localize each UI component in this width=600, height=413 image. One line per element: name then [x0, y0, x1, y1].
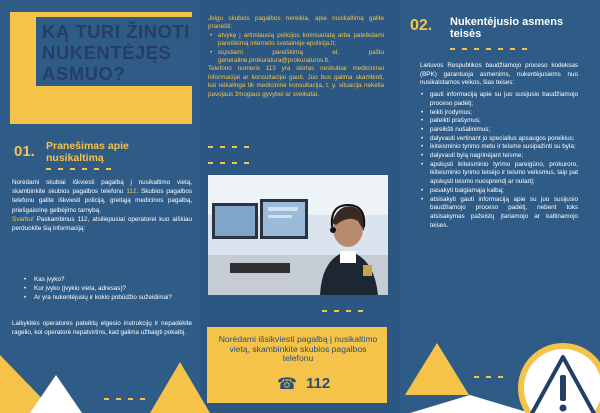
- list-item: • atvykę į artimiausią policijos komisariatą arba pateikdami pareiškimą interneto svetainėje epolicija.lt;: [208, 32, 384, 49]
- decorative-triangle: [30, 375, 82, 413]
- list-item: • Kur įvyko (įvykio vieta, adresas)?: [22, 284, 192, 293]
- decorative-triangle: [150, 362, 210, 413]
- reporting-options: [208, 32, 384, 66]
- medical-info: Telefono numeris 113 yra skirtas neskubiai medicininei informacijai ar konsultacijai gauti. Juo bus galima skambinti, kai reikalinga tik medicininė konsultacija, t. y. situacija nekelia pavojaus žmogaus gyvybei ar sveikatai.: [208, 65, 384, 98]
- operator-instruction: Paskambinus 112, atsiliepusiai operatorei kuo aiškiau perduokite šią informaciją:: [12, 215, 192, 233]
- phone-icon: ☎: [277, 376, 297, 393]
- list-item: • dalyvauti bylą nagrinėjant teisme;: [420, 152, 578, 161]
- rights-section: [420, 62, 578, 230]
- list-item: • pareikšti nušalinimus;: [420, 126, 578, 135]
- page-title: KĄ TURI ŽINOTI NUKENTĖJĘS ASMUO?: [36, 17, 196, 86]
- section-title-1: Pranešimas apie nusikaltimą: [46, 140, 129, 164]
- exclamation-warning-icon: [524, 349, 600, 413]
- decorative-dashes: [208, 146, 249, 148]
- list-item: • teikti įrodymus;: [420, 109, 578, 118]
- operator-photo: [208, 175, 388, 295]
- list-item: • dalyvauti vertinant jo specialius apsaugos poreikius;: [420, 135, 578, 144]
- important-label: Svarbu!: [12, 215, 34, 223]
- decorative-triangle: [410, 395, 530, 413]
- decorative-dashes: [46, 168, 111, 170]
- reporting-info: [208, 15, 384, 99]
- warning-circle: [518, 343, 600, 413]
- emergency-text-b: . Skubios pagalbos telefonu galite iškviesti policiją, greitąją medicinos pagalbą, priešgaisrinę gelbėjimo tarnybą.: [12, 188, 192, 214]
- emergency-text-a: Norėdami skubiai iškviesti pagalbą į nusikaltimo vietą, skambinkite skubios pagalbos telefonu: [12, 179, 192, 196]
- section-number-1: 01.: [14, 143, 35, 160]
- list-item: • pateikti prašymus;: [420, 117, 578, 126]
- section-title-2: Nukentėjusio asmens teisės: [450, 16, 564, 40]
- list-item: • Kas įvyko?: [22, 275, 192, 284]
- emergency-number: 112: [126, 188, 137, 196]
- closing-paragraph: Laikykitės operatorės pateiktų elgesio instrukcijų ir nepadėkite ragelio, kol operatorė nepatvirtins, kad galima užbaigti pokalbį.: [12, 320, 192, 337]
- emergency-paragraph: [12, 178, 192, 233]
- callout-text: Norėdami išsikviesti pagalbą į nusikaltimo vietą, skambinkite skubios pagalbos telefonu: [218, 334, 378, 364]
- section-number-2: 02.: [410, 17, 433, 34]
- decorative-dashes: [208, 162, 249, 164]
- decorative-triangle: [405, 343, 469, 395]
- question-list: [22, 275, 192, 303]
- list-item: • gauti informaciją apie su juo susijusio baudžiamojo proceso padėtį;: [420, 91, 578, 108]
- list-item: • Ar yra nukentėjusių ir kokio pobūdžio sužeidimai?: [22, 293, 192, 302]
- decorative-dashes: [322, 310, 363, 312]
- list-item: • pasakyti baigiamąją kalbą;: [420, 187, 578, 196]
- decorative-dashes: [104, 398, 145, 400]
- callout-number: 112: [306, 375, 331, 392]
- decorative-dashes: [474, 376, 503, 378]
- rights-list: [420, 91, 578, 230]
- decorative-dashes: [450, 48, 527, 50]
- list-item: • apskųsti ikiteisminio tyrimo pareigūno, prokuroro, ikiteisminio tyrimo teisėjo ir teismo veiksmus, taip pat apskųsti teismo nuosprendį ar nutartį;: [420, 161, 578, 187]
- reporting-intro: Jeigu skubios pagalbos nereikia, apie nusikaltimą galite pranešti:: [208, 15, 384, 31]
- rights-intro: Lietuvos Respublikos baudžiamojo proceso kodeksas (BPK) garantuoja asmenims, nukentėjusiems nuo nusikalstamos veikos, šias teises:: [420, 62, 578, 87]
- list-item: • siųsdami pareiškimą el. paštu generaline.prokuratura@prokuraturos.lt.: [208, 49, 384, 66]
- list-item: • ikiteisminio tyrimo metu ir teisme susipažinti su byla;: [420, 143, 578, 152]
- list-item: • atsisakyti gauti informaciją apie su juo susijusio baudžiamojo proceso padėtį, nebent toks atsisakymas pažeistų įtariamojo ar kaltinamojo teises.: [420, 196, 578, 231]
